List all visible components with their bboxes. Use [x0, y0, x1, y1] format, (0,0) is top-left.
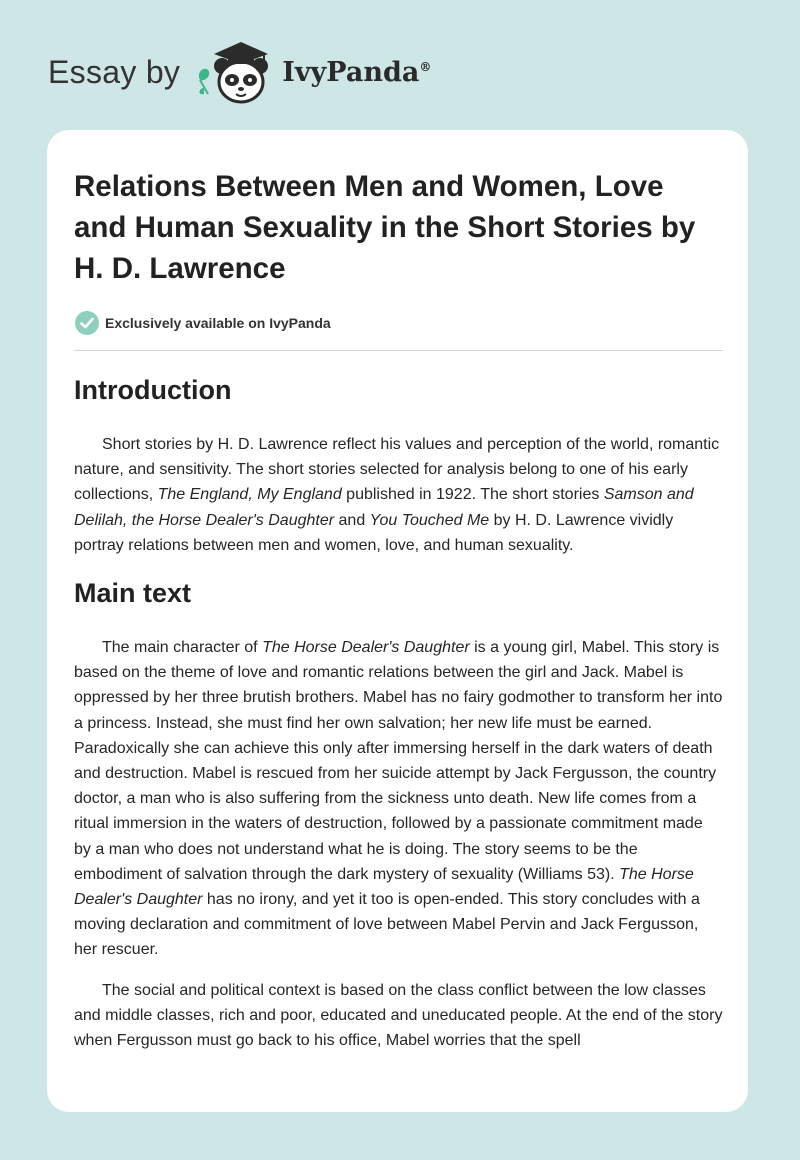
- exclusive-badge: [74, 310, 724, 336]
- registered-mark: ®: [419, 59, 432, 74]
- section-heading-main-text: Main text: [74, 578, 192, 609]
- paragraph: The main character of The Horse Dealer's Daughter is a young girl, Mabel. This story is based on the theme of love and romantic relations between the girl and Jack. Mabel is oppressed by her three brutish brothers. Mabel has no fairy godmother to transform her into a princess. Instead, she must find her own salvation; her new life must be earned. Paradoxically she can achieve this only after immersing herself in the dark waters of death and destruction. Mabel is rescued from her suicide attempt by Jack Fergusson, the country doctor, a man who is also suffering from the sickness unto death. New life comes from a ritual immersion in the waters of destruction, followed by a passionate commitment made by a man who does not understand what he is doing. The story seems to be the embodiment of salvation through the dark mystery of sexuality (Williams 53). The Horse Dealer's Daughter has no irony, and yet it too is open-ended. This story concludes with a moving declaration and commitment of love between Mabel Pervin and Jack Fergusson, her rescuer.: [74, 639, 723, 959]
- divider: [74, 350, 723, 351]
- check-circle-icon: [74, 310, 100, 336]
- badge-label: Exclusively available on IvyPanda: [105, 315, 331, 331]
- essay-content: [74, 166, 724, 1053]
- paragraph: Short stories by H. D. Lawrence reflect his values and perception of the world, romantic nature, and sensitivity. The short stories selected for analysis belong to one of his early collections, The England, My England published in 1922. The short stories Samson and Delilah, the Horse Dealer's Daughter and You Touched Me by H. D. Lawrence vividly portray relations between men and women, love, and human sexuality.: [74, 436, 720, 554]
- page-title: Relations Between Men and Women, Love and Human Sexuality in the Short Stories by H. D. Lawrence: [74, 170, 696, 285]
- essay-card: [47, 130, 748, 1112]
- paragraph: The social and political context is based on the class conflict between the low classes and middle classes, rich and poor, educated and uneducated people. At the end of the story when Fergusson must go back to his office, Mabel worries that the spell: [74, 981, 723, 1050]
- brand-name: IvyPanda®: [282, 56, 432, 88]
- brand-header: [48, 36, 431, 108]
- section-heading-introduction: Introduction: [74, 375, 232, 405]
- panda-graduate-logo-icon: [194, 36, 280, 108]
- brand-prefix: Essay by: [48, 53, 181, 90]
